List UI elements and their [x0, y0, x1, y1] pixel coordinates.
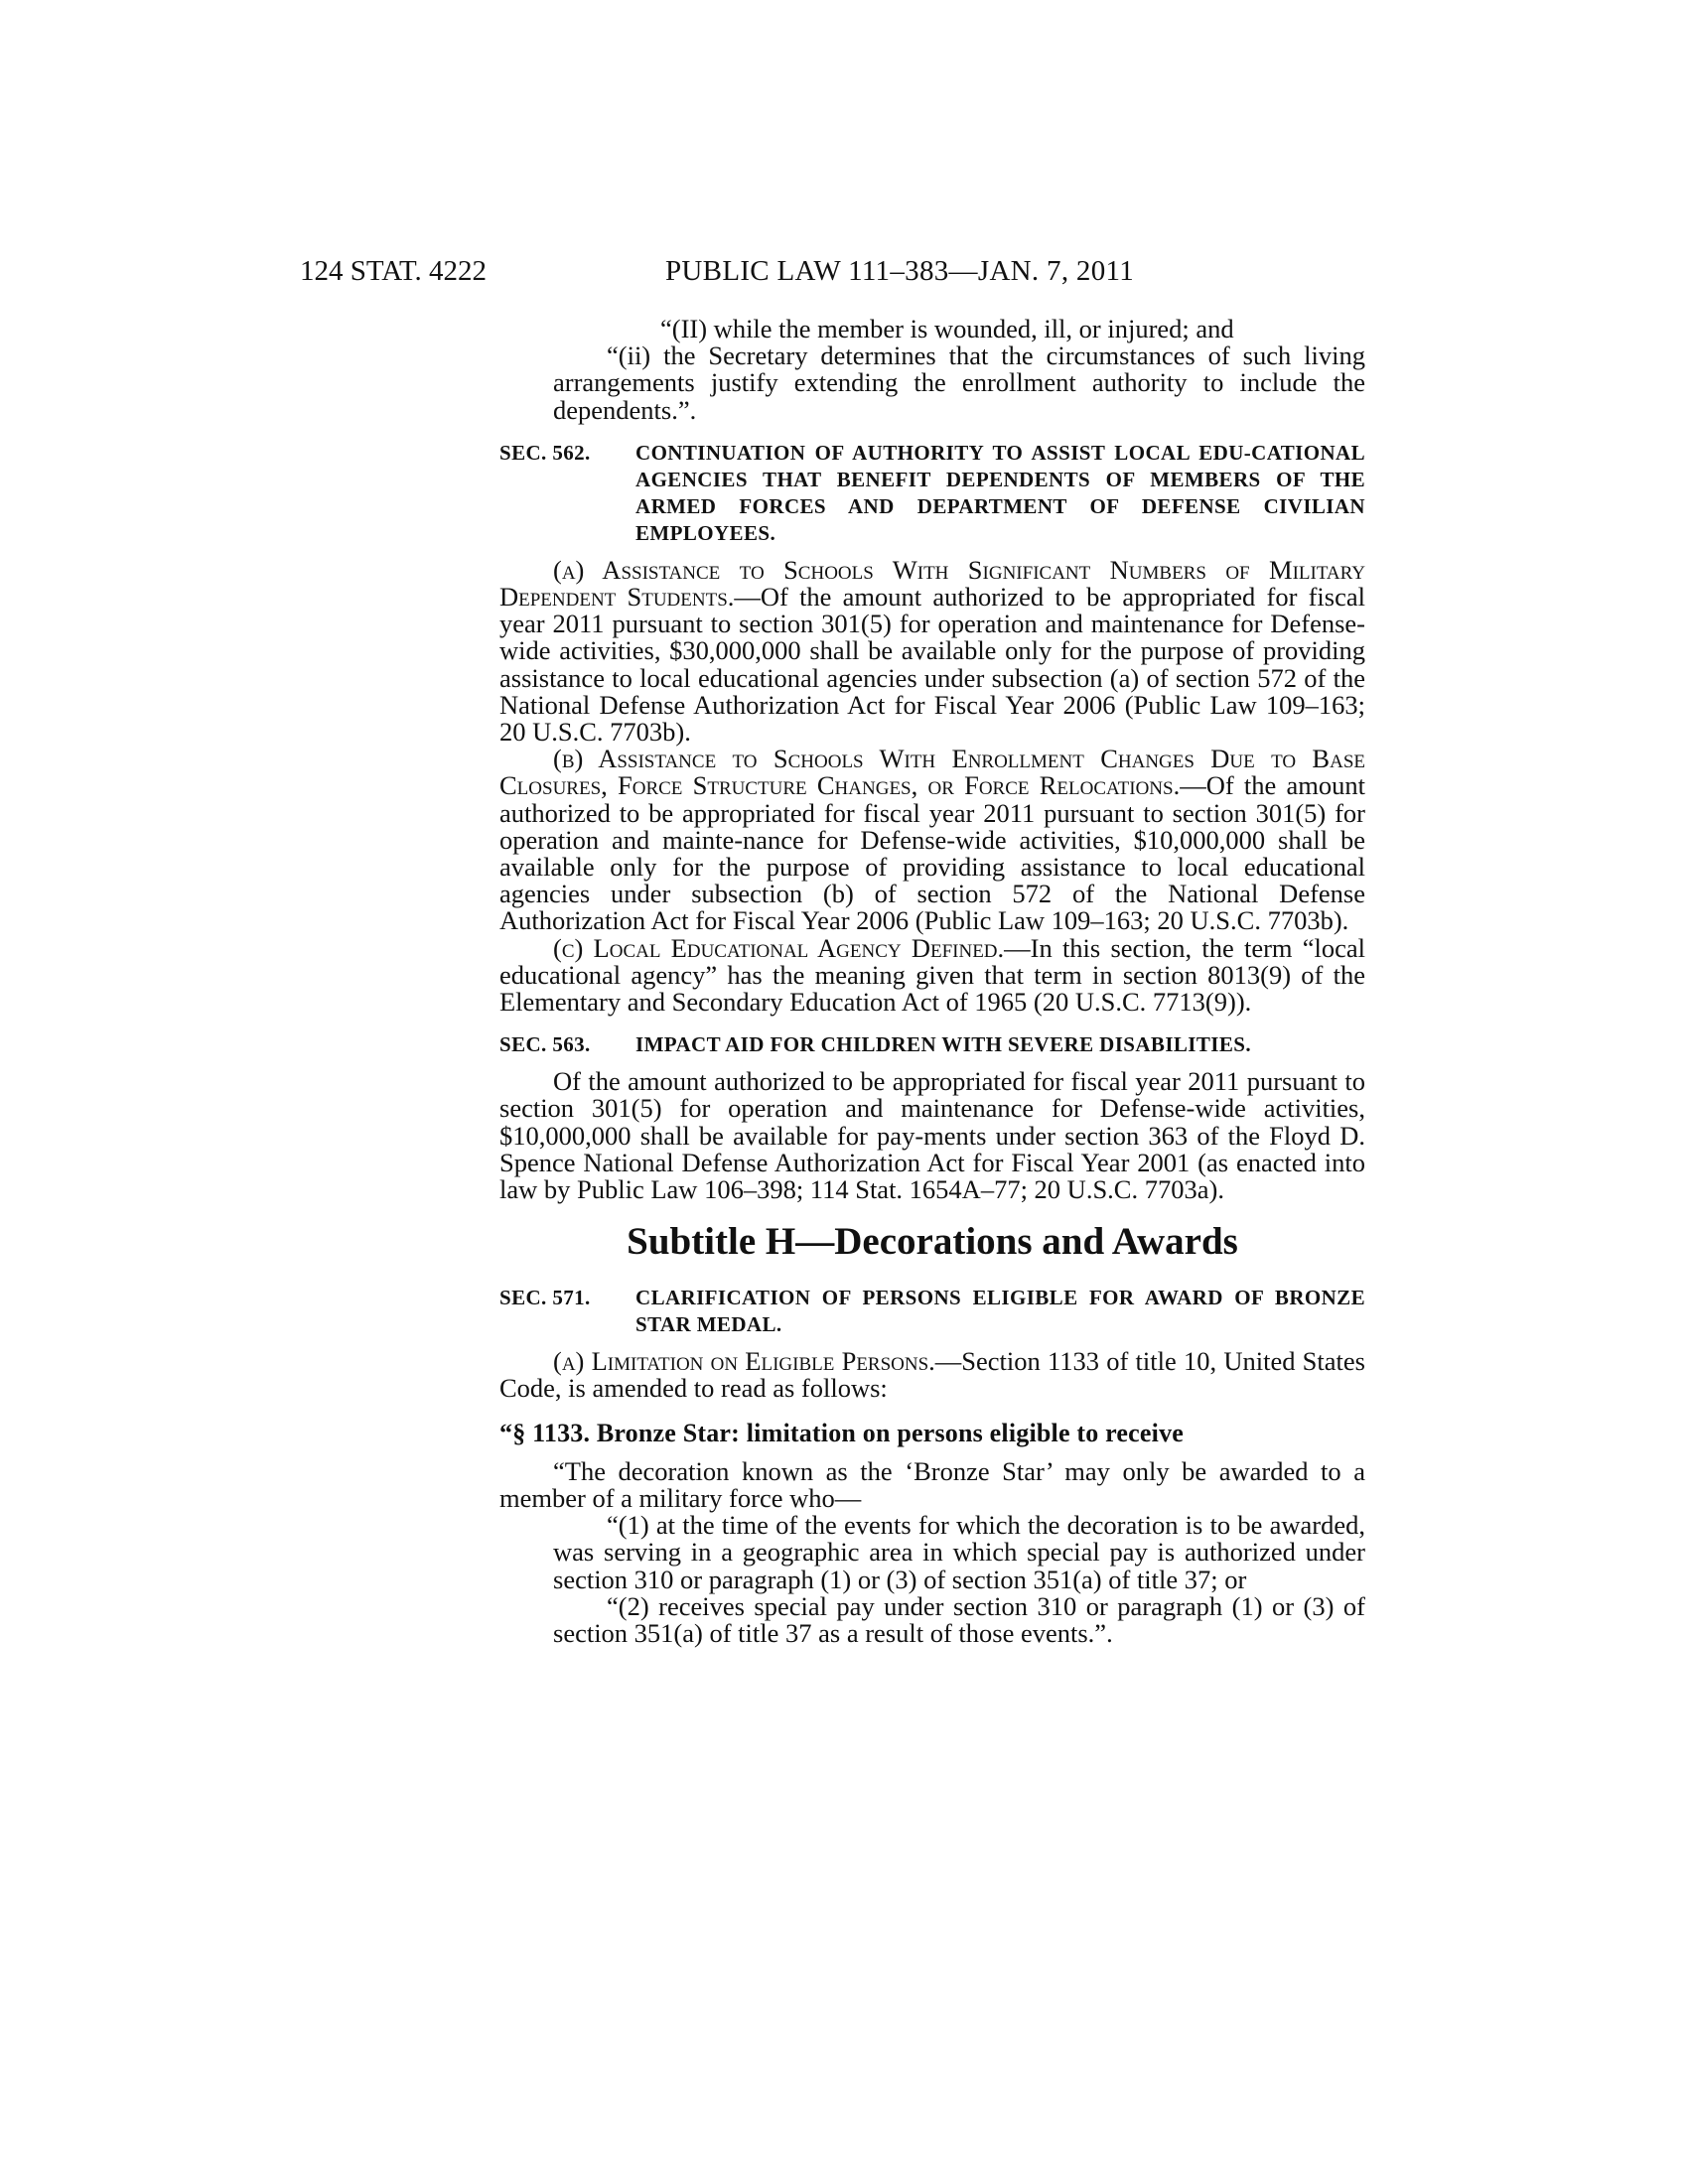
clause-II: “(II) while the member is wounded, ill, or injured; and [660, 314, 1234, 343]
section-1133-item-2: “(2) receives special pay under section 310 or paragraph (1) or (3) of section 351(a) of title 37 as a result of those events.”. [553, 1590, 1365, 1648]
sec-571-a-body: —Section 1133 of title 10, United States Code, is amended to read as follows: [499, 1346, 1365, 1404]
sec-563-number: SEC. 563. [499, 1032, 591, 1057]
sec-563-title: IMPACT AID FOR CHILDREN WITH SEVERE DISABILITIES. [635, 1032, 1251, 1057]
sec-562-a-body: —Of the amount authorized to be appropriated for fiscal year 2011 pursuant to section 301(5) for operation and maintenance for Defense-wide activities, $30,000,000 shall be available only for the purpose of providing assistance to local educational agencies under subsection (a) of section 572 of the National Defense Authorization Act for Fiscal Year 2006 (Public Law 109–163; 20 U.S.C. 7703b). [499, 582, 1365, 748]
clause-ii: “(ii) the Secretary determines that the circumstances of such living arrangements justify extending the enrollment authority to include the dependents.”. [553, 341, 1365, 425]
sec-562-number: SEC. 562. [499, 440, 591, 465]
sec-563-body: Of the amount authorized to be appropriated for fiscal year 2011 pursuant to section 301(5) for operation and maintenance for Defense-wide activities, $10,000,000 shall be available for pay-ments under section 363 of the Floyd D. Spence National Defense Authorization Act for Fiscal Year 2001 (as enacted into law by Public Law 106–398; 114 Stat. 1654A–77; 20 U.S.C. 7703a). [499, 1066, 1365, 1205]
document-body [499, 316, 1365, 1647]
subtitle-heading: Subtitle H—Decorations and Awards [627, 1220, 1238, 1264]
public-law-title: PUBLIC LAW 111–383—JAN. 7, 2011 [665, 255, 1135, 287]
sec-571-title: CLARIFICATION OF PERSONS ELIGIBLE FOR AWARD OF BRONZE STAR MEDAL. [635, 1286, 1365, 1337]
sec-562-title: CONTINUATION OF AUTHORITY TO ASSIST LOCAL EDU-CATIONAL AGENCIES THAT BENEFIT DEPENDENTS OF MEMBERS OF THE ARMED FORCES AND DEPARTMENT OF DEFENSE CIVILIAN EMPLOYEES. [635, 440, 1365, 545]
sec-562-subsection-a [499, 554, 1365, 748]
sec-562-b-body: —Of the amount authorized to be appropriated for fiscal year 2011 pursuant to section 301(5) for operation and mainte-nance for Defense-wide activities, $10,000,000 shall be available only for the purpose of providing assistance to local educational agencies under subsection (b) of section 572 of the National Defense Authorization Act for Fiscal Year 2006 (Public Law 109–163; 20 U.S.C. 7703b). [499, 770, 1365, 936]
sec-562-a-heading: (a) Assistance to Schools With Significant Numbers of Military Dependent Students. [499, 554, 1365, 613]
section-1133-heading: “§ 1133. Bronze Star: limitation on persons eligible to receive [499, 1418, 1185, 1447]
sec-571-a-heading: (a) Limitation on Eligible Persons. [553, 1346, 935, 1377]
sec-562-heading [499, 440, 1365, 547]
sec-562-b-heading: (b) Assistance to Schools With Enrollment Changes Due to Base Closures, Force Structure Changes, or Force Relocations. [499, 744, 1365, 801]
section-1133-item-1: “(1) at the time of the events for which the decoration is to be awarded, was serving in a geographic area in which special pay is authorized under section 310 or paragraph (1) or (3) of section 351(a) of title 37; or [553, 1510, 1365, 1594]
section-1133-intro: “The decoration known as the ‘Bronze Star’ may only be awarded to a member of a military force who— [499, 1455, 1365, 1513]
sec-571-subsection-a [499, 1348, 1365, 1402]
page-header [300, 250, 1367, 292]
sec-562-subsection-b [499, 746, 1365, 934]
sec-571-number: SEC. 571. [499, 1286, 591, 1310]
sec-571-heading [499, 1285, 1365, 1338]
sec-562-c-heading: (c) Local Educational Agency Defined. [553, 932, 1005, 963]
stat-page-number: 124 STAT. 4222 [300, 255, 488, 287]
sec-562-subsection-c [499, 932, 1365, 1018]
sec-562-c-body: —In this section, the term “local educational agency” has the meaning given that term in section 8013(9) of the Elementary and Secondary Education Act of 1965 (20 U.S.C. 7713(9)). [499, 932, 1365, 1018]
sec-563-heading [499, 1031, 1365, 1058]
